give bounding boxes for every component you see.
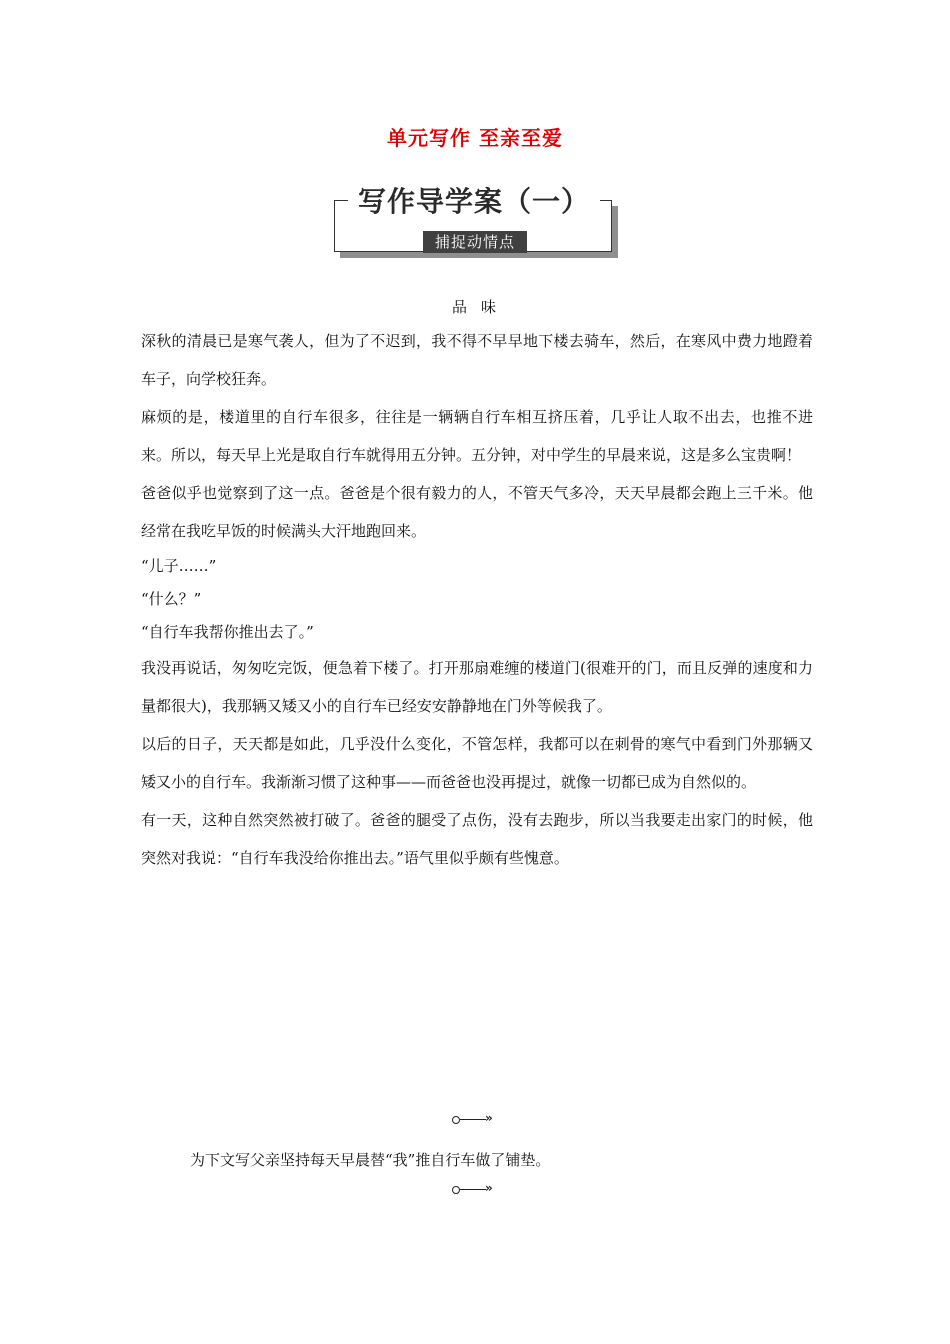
annotation-note: 为下文写父亲坚持每天早晨替“我”推自行车做了铺垫。 xyxy=(190,1151,551,1169)
article-body xyxy=(141,322,813,877)
paragraph: 以后的日子，天天都是如此，几乎没什么变化，不管怎样，我都可以在刺骨的寒气中看到门外那辆又矮又小的自行车。我渐渐习惯了这种事——而爸爸也没再提过，就像一切都已成为自然似的。 xyxy=(141,735,813,791)
section-title-char: 味 xyxy=(481,298,499,316)
paragraph: 我没再说话，匆匆吃完饭，便急着下楼了。打开那扇难缠的楼道门(很难开的门，而且反弹的速度和力量都很大)，我那辆又矮又小的自行车已经安安静静地在门外等候我了。 xyxy=(141,659,813,715)
paragraph: 有一天，这种自然突然被打破了。爸爸的腿受了点伤，没有去跑步，所以当我要走出家门的时候，他突然对我说：“自行车我没给你推出去。”语气里似乎颇有些愧意。 xyxy=(141,811,813,867)
unit-title: 单元写作 至亲至爱 xyxy=(387,126,563,150)
paragraph: 爸爸似乎也觉察到了这一点。爸爸是个很有毅力的人，不管天气多冷，天天早晨都会跑上三千米。他经常在我吃早饭的时候满头大汗地跑回来。 xyxy=(141,484,813,540)
annotation-divider-icon: » xyxy=(452,1184,500,1196)
dialogue-line: “儿子……” xyxy=(141,557,217,575)
dialogue-line: “什么？” xyxy=(141,590,202,608)
banner-tag: 捕捉动情点 xyxy=(423,231,527,253)
section-title-char: 品 xyxy=(451,298,469,316)
paragraph: 麻烦的是，楼道里的自行车很多，往往是一辆辆自行车相互挤压着，几乎让人取不出去，也推不进来。所以，每天早上光是取自行车就得用五分钟。五分钟，对中学生的早晨来说，这是多么宝贵啊！ xyxy=(141,408,813,464)
section-title xyxy=(0,296,950,317)
lesson-banner xyxy=(334,184,618,256)
paragraph: 深秋的清晨已是寒气袭人，但为了不迟到，我不得不早早地下楼去骑车，然后，在寒风中费力地蹬着车子，向学校狂奔。 xyxy=(141,332,813,388)
banner-heading: 写作导学案（一） xyxy=(348,184,600,220)
annotation-divider-icon: » xyxy=(452,1114,500,1126)
dialogue-line: “自行车我帮你推出去了。” xyxy=(141,623,314,641)
